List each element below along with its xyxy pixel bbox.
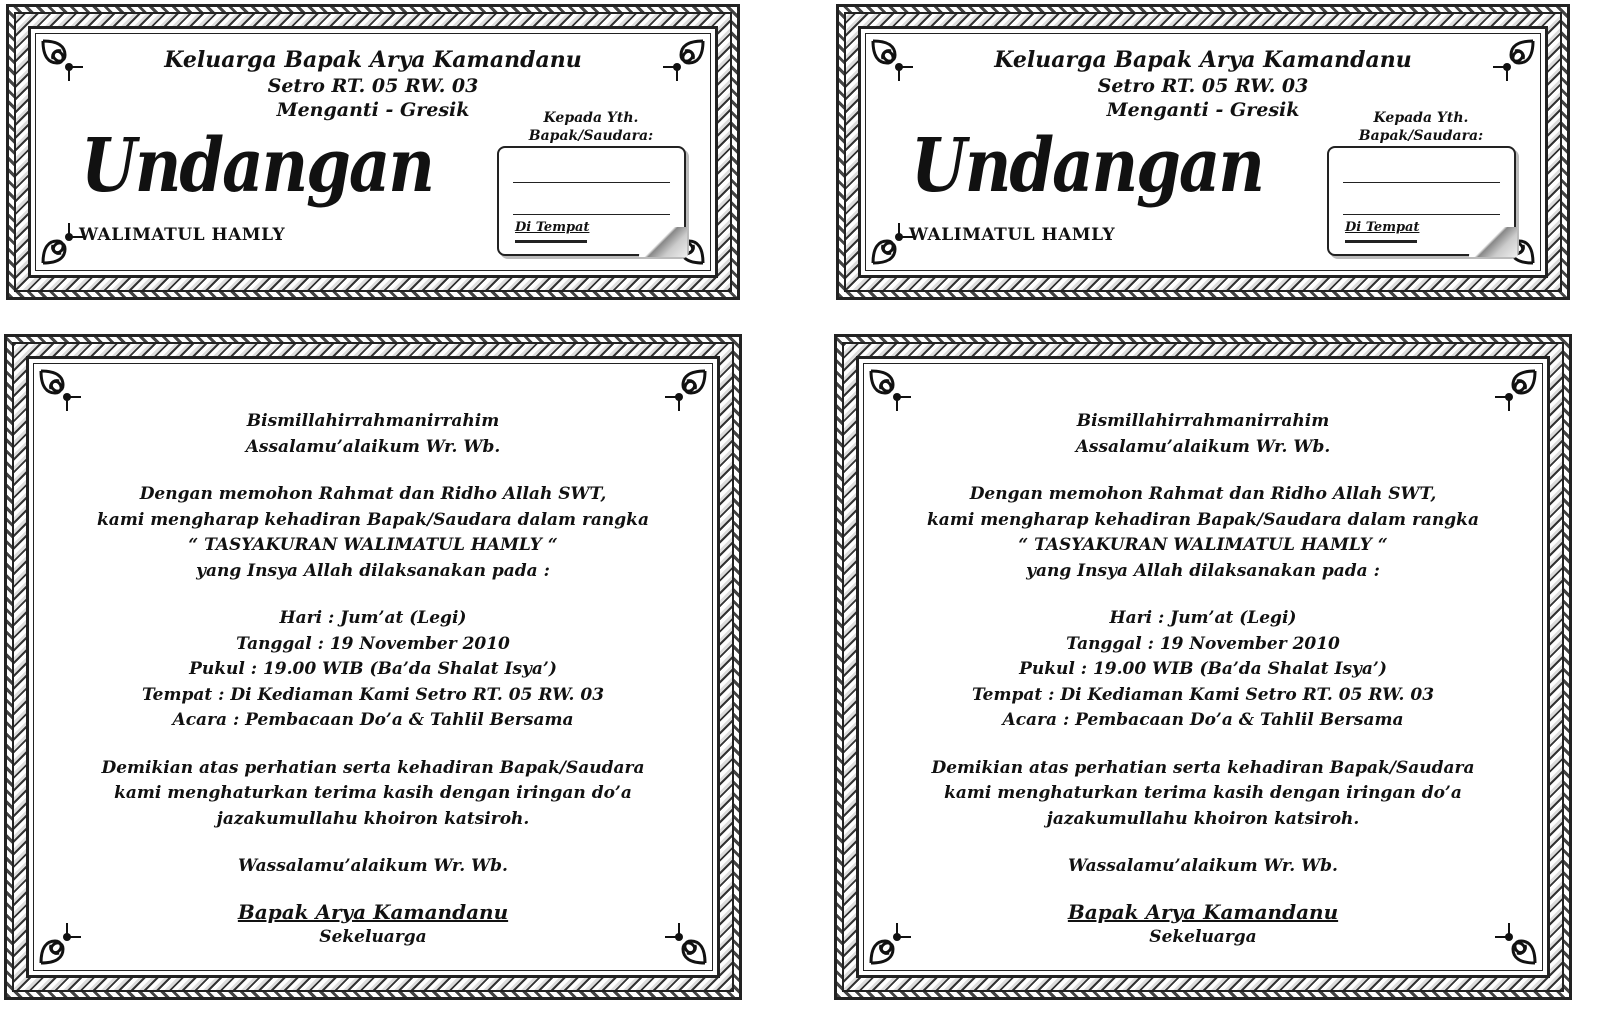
recipient-address-box: [497, 146, 686, 256]
sender-address-line1: Setro RT. 05 RW. 03: [267, 75, 479, 97]
detail-tanggal: Tanggal : 19 November 2010: [236, 633, 510, 654]
closing-line-3: jazakumullahu khoiron katsiroh.: [1046, 808, 1360, 829]
signature-sub: Sekeluarga: [1149, 927, 1257, 947]
closing-line-3: jazakumullahu khoiron katsiroh.: [216, 808, 530, 829]
card-panel: [26, 356, 720, 978]
intro-line-1: Dengan memohon Rahmat dan Ridho Allah SWT,: [969, 484, 1437, 504]
intro-line-2: kami mengharap kehadiran Bapak/Saudara dalam rangka: [927, 509, 1479, 530]
intro-line-2: kami mengharap kehadiran Bapak/Saudara dalam rangka: [97, 509, 649, 530]
intro-line-3: yang Insya Allah dilaksanakan pada :: [196, 560, 550, 581]
invitation-letter: [883, 409, 1523, 951]
signature-name: Bapak Arya Kamandanu: [1067, 899, 1339, 924]
invitation-subtitle: WALIMATUL HAMLY: [909, 225, 1116, 245]
card-panel: [856, 356, 1550, 978]
salam: Assalamu’alaikum Wr. Wb.: [1075, 436, 1331, 457]
envelope-card-left: [6, 4, 740, 300]
detail-tempat: Tempat : Di Kediaman Kami Setro RT. 05 RW. 03: [971, 684, 1435, 705]
invitation-letter: [53, 409, 693, 951]
event-name: “ TASYAKURAN WALIMATUL HAMLY “: [188, 535, 558, 555]
salam: Assalamu’alaikum Wr. Wb.: [245, 436, 501, 457]
detail-acara: Acara : Pembacaan Do’a & Tahlil Bersama: [1002, 710, 1404, 730]
wassalam: Wassalamu’alaikum Wr. Wb.: [1068, 856, 1338, 876]
closing-line-1: Demikian atas perhatian serta kehadiran Bapak/Saudara: [931, 757, 1475, 778]
recipient-heading: Kepada Yth. Bapak/Saudara:: [1358, 110, 1484, 144]
bismillah: Bismillahirrahmanirrahim: [246, 411, 500, 431]
closing-line-1: Demikian atas perhatian serta kehadiran Bapak/Saudara: [101, 757, 645, 778]
recipient-address-box: [1327, 146, 1516, 256]
letter-card-left: [4, 334, 742, 1000]
di-tempat-label: Di Tempat: [1345, 220, 1420, 235]
detail-acara: Acara : Pembacaan Do’a & Tahlil Bersama: [172, 710, 574, 730]
di-tempat-label: Di Tempat: [515, 220, 590, 235]
invitation-subtitle: WALIMATUL HAMLY: [79, 225, 286, 245]
closing-line-2: kami menghaturkan terima kasih dengan iringan do’a: [114, 783, 632, 803]
card-panel: [858, 26, 1548, 278]
detail-tempat: Tempat : Di Kediaman Kami Setro RT. 05 RW. 03: [141, 684, 605, 705]
detail-tanggal: Tanggal : 19 November 2010: [1066, 633, 1340, 654]
signature-sub: Sekeluarga: [319, 927, 427, 947]
sender-address-line2: Menganti - Gresik: [276, 99, 470, 121]
detail-hari: Hari : Jum’at (Legi): [279, 608, 467, 628]
card-panel: [28, 26, 718, 278]
detail-hari: Hari : Jum’at (Legi): [1109, 608, 1297, 628]
page-curl-icon: [639, 227, 687, 257]
detail-pukul: Pukul : 19.00 WIB (Ba’da Shalat Isya’): [1019, 659, 1387, 679]
wassalam: Wassalamu’alaikum Wr. Wb.: [238, 856, 508, 876]
envelope-card-right: [836, 4, 1570, 300]
detail-pukul: Pukul : 19.00 WIB (Ba’da Shalat Isya’): [189, 659, 557, 679]
intro-line-1: Dengan memohon Rahmat dan Ridho Allah SWT,: [139, 484, 607, 504]
sender-family: Keluarga Bapak Arya Kamandanu: [164, 47, 582, 73]
sender-family: Keluarga Bapak Arya Kamandanu: [994, 47, 1412, 73]
sender-address-line1: Setro RT. 05 RW. 03: [1097, 75, 1309, 97]
recipient-heading: Kepada Yth. Bapak/Saudara:: [528, 110, 654, 144]
invitation-title: Undangan: [911, 123, 1263, 210]
event-name: “ TASYAKURAN WALIMATUL HAMLY “: [1018, 535, 1388, 555]
bismillah: Bismillahirrahmanirrahim: [1076, 411, 1330, 431]
signature-name: Bapak Arya Kamandanu: [237, 899, 509, 924]
page-curl-icon: [1469, 227, 1517, 257]
letter-card-right: [834, 334, 1572, 1000]
intro-line-3: yang Insya Allah dilaksanakan pada :: [1026, 560, 1380, 581]
sender-address-line2: Menganti - Gresik: [1106, 99, 1300, 121]
invitation-title: Undangan: [81, 123, 433, 210]
closing-line-2: kami menghaturkan terima kasih dengan iringan do’a: [944, 783, 1462, 803]
